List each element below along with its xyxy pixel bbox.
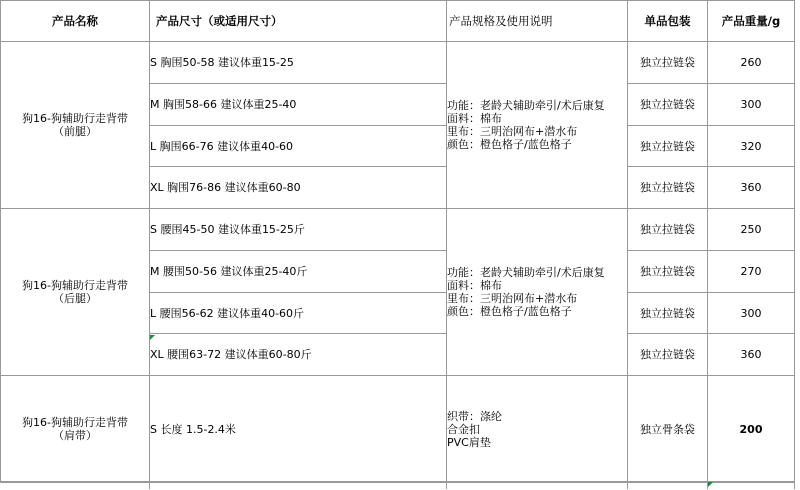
weight-cell[interactable]: 300 <box>708 84 795 126</box>
spec-line: 面料：棉布 <box>447 112 502 125</box>
spec-line: 里布：三明治网布+潜水布 <box>447 292 578 305</box>
table-row <box>1 376 795 483</box>
weight-cell[interactable]: 320 <box>708 126 795 167</box>
product-variant: （肩带） <box>53 429 97 442</box>
product-variant: （后腿） <box>53 292 97 305</box>
product-name-cell[interactable] <box>1 376 150 483</box>
size-cell[interactable]: M 胸围58-66 建议体重25-40 <box>150 84 447 126</box>
size-cell[interactable]: XL 腰围63-72 建议体重60-80斤 <box>150 334 447 376</box>
weight-cell[interactable]: 200 <box>708 376 795 483</box>
header-row <box>1 1 795 42</box>
spec-line: 织带：涤纶 <box>447 409 502 423</box>
size-cell[interactable]: L 胸围66-76 建议体重40-60 <box>150 126 447 167</box>
spec-line: 合金扣 <box>447 422 480 436</box>
cell-indicator-icon <box>150 335 155 340</box>
spec-line: 面料：棉布 <box>447 279 502 292</box>
spec-line: 颜色：橙色格子/蓝色格子 <box>447 305 572 318</box>
size-cell[interactable]: XL 胸围76-86 建议体重60-80 <box>150 167 447 209</box>
spec-line: 里布：三明治网布+潜水布 <box>447 125 578 138</box>
table-row <box>1 42 795 84</box>
product-name: 狗16-狗辅助行走背带 <box>22 279 128 292</box>
header-spec[interactable]: 产品规格及使用说明 <box>447 1 628 42</box>
weight-cell[interactable]: 270 <box>708 251 795 293</box>
spec-cell[interactable] <box>447 42 628 209</box>
gridline <box>446 481 447 489</box>
gridline <box>794 481 795 489</box>
weight-cell[interactable]: 260 <box>708 42 795 84</box>
product-name: 狗16-狗辅助行走背带 <box>22 416 128 429</box>
header-weight[interactable]: 产品重量/g <box>708 1 795 42</box>
size-cell[interactable]: S 腰围45-50 建议体重15-25斤 <box>150 209 447 251</box>
size-cell[interactable]: M 腰围50-56 建议体重25-40斤 <box>150 251 447 293</box>
header-package[interactable]: 单品包装 <box>628 1 708 42</box>
header-size[interactable]: 产品尺寸（或适用尺寸） <box>150 1 447 42</box>
size-cell[interactable]: S 长度 1.5-2.4米 <box>150 376 447 483</box>
package-cell[interactable]: 独立拉链袋 <box>628 167 708 209</box>
package-cell[interactable]: 独立拉链袋 <box>628 209 708 251</box>
product-name: 狗16-狗辅助行走背带 <box>22 112 128 125</box>
package-cell[interactable]: 独立骨条袋 <box>628 376 708 483</box>
spec-line: PVC肩垫 <box>447 435 491 449</box>
table-row <box>1 209 795 251</box>
package-cell[interactable]: 独立拉链袋 <box>628 251 708 293</box>
weight-cell[interactable]: 360 <box>708 334 795 376</box>
product-name-cell[interactable] <box>1 209 150 376</box>
product-name-cell[interactable] <box>1 42 150 209</box>
package-cell[interactable]: 独立拉链袋 <box>628 293 708 334</box>
weight-cell[interactable]: 300 <box>708 293 795 334</box>
weight-cell[interactable]: 360 <box>708 167 795 209</box>
gridline <box>149 481 150 489</box>
spec-line: 颜色：橙色格子/蓝色格子 <box>447 138 572 151</box>
spec-line: 功能：老龄犬辅助牵引/术后康复 <box>447 99 605 112</box>
package-cell[interactable]: 独立拉链袋 <box>628 42 708 84</box>
product-variant: （前腿） <box>53 125 97 138</box>
package-cell[interactable]: 独立拉链袋 <box>628 84 708 126</box>
gridline <box>627 481 628 489</box>
header-name[interactable]: 产品名称 <box>1 1 150 42</box>
package-cell[interactable]: 独立拉链袋 <box>628 126 708 167</box>
cell-indicator-icon <box>708 482 713 487</box>
spec-line: 功能：老龄犬辅助牵引/术后康复 <box>447 266 605 279</box>
package-cell[interactable]: 独立拉链袋 <box>628 334 708 376</box>
size-cell[interactable]: S 胸围50-58 建议体重15-25 <box>150 42 447 84</box>
weight-cell[interactable]: 250 <box>708 209 795 251</box>
size-cell[interactable]: L 腰围56-62 建议体重40-60斤 <box>150 293 447 334</box>
spec-cell[interactable] <box>447 209 628 376</box>
spec-cell[interactable] <box>447 376 628 483</box>
